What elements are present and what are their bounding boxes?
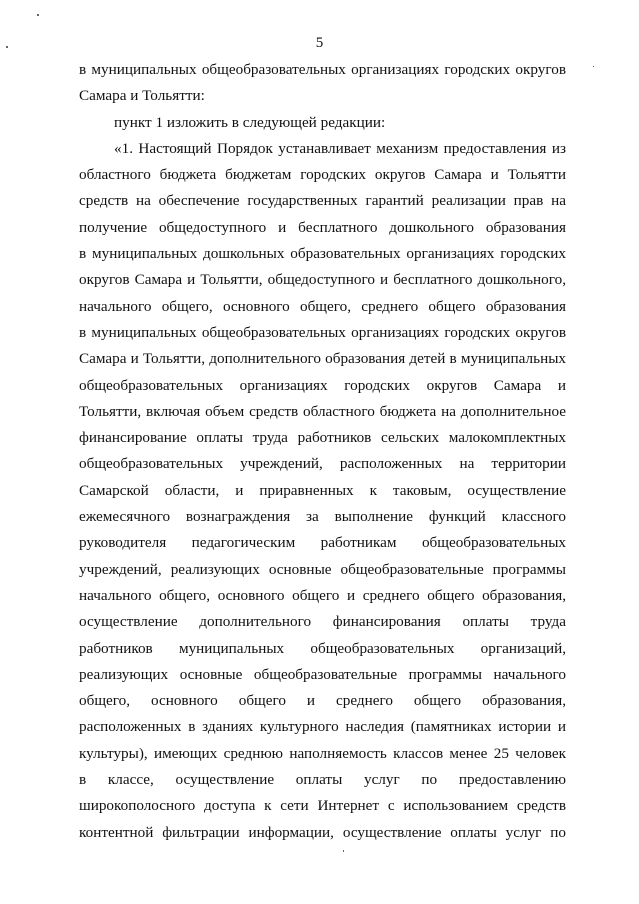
text-line: широкополосного доступа к сети Интернет с использованием средств <box>79 797 566 815</box>
scan-speck <box>6 46 8 48</box>
scan-speck <box>343 850 344 852</box>
text-line: общего, основного общего и среднего общего образования, <box>79 692 566 710</box>
text-line: в муниципальных общеобразовательных организациях городских округов <box>79 323 566 341</box>
text-line: осуществление дополнительного финансирования оплаты труда <box>79 613 566 631</box>
text-line: культуры), имеющих среднюю наполняемость классов менее 25 человек <box>79 744 566 762</box>
body-text <box>79 57 566 846</box>
text-line: начального общего, основного общего и среднего общего образования, <box>79 586 566 604</box>
text-line: средств на обеспечение государственных гарантий реализации прав на <box>79 192 566 210</box>
text-line: работников муниципальных общеобразовательных организаций, <box>79 639 566 657</box>
text-line: общеобразовательных организациях городских округов Самара и <box>79 376 566 394</box>
text-line: реализующих основные общеобразовательные программы начального <box>79 665 566 683</box>
text-line: ежемесячного вознаграждения за выполнение функций классного <box>79 508 566 526</box>
text-line: в муниципальных дошкольных образовательных организациях городских <box>79 245 566 263</box>
text-line: получение общедоступного и бесплатного дошкольного образования <box>79 218 566 236</box>
text-line: Самара и Тольятти, дополнительного образования детей в муниципальных <box>79 350 566 368</box>
text-line: «1. Настоящий Порядок устанавливает механизм предоставления из <box>114 139 566 157</box>
text-line: общеобразовательных учреждений, расположенных на территории <box>79 455 566 473</box>
text-line: Самарской области, и приравненных к таковым, осуществление <box>79 481 566 499</box>
text-line: контентной фильтрации информации, осуществление оплаты услуг по <box>79 823 566 841</box>
text-line: расположенных в зданиях культурного наследия (памятниках истории и <box>79 718 566 736</box>
page-number: 5 <box>315 35 324 51</box>
text-line: в муниципальных общеобразовательных организациях городских округов <box>79 61 566 78</box>
text-line: учреждений, реализующих основные общеобразовательные программы <box>79 560 566 578</box>
scan-speck <box>593 66 594 67</box>
text-line: финансирование оплаты труда работников сельских малокомплектных <box>79 429 566 447</box>
text-line: пункт 1 изложить в следующей редакции: <box>114 113 386 131</box>
text-line: Тольятти, включая объем средств областного бюджета на дополнительное <box>79 402 566 420</box>
text-line: в классе, осуществление оплаты услуг по предоставлению <box>79 771 566 789</box>
scan-speck <box>37 14 39 16</box>
text-line: округов Самара и Тольятти, общедоступного и бесплатного дошкольного, <box>79 271 566 289</box>
text-line: начального общего, основного общего, среднего общего образования <box>79 297 566 315</box>
text-line: руководителя педагогическим работникам общеобразовательных <box>79 534 566 552</box>
text-line: Самара и Тольятти: <box>79 87 205 105</box>
text-line: областного бюджета бюджетам городских округов Самара и Тольятти <box>79 166 566 184</box>
